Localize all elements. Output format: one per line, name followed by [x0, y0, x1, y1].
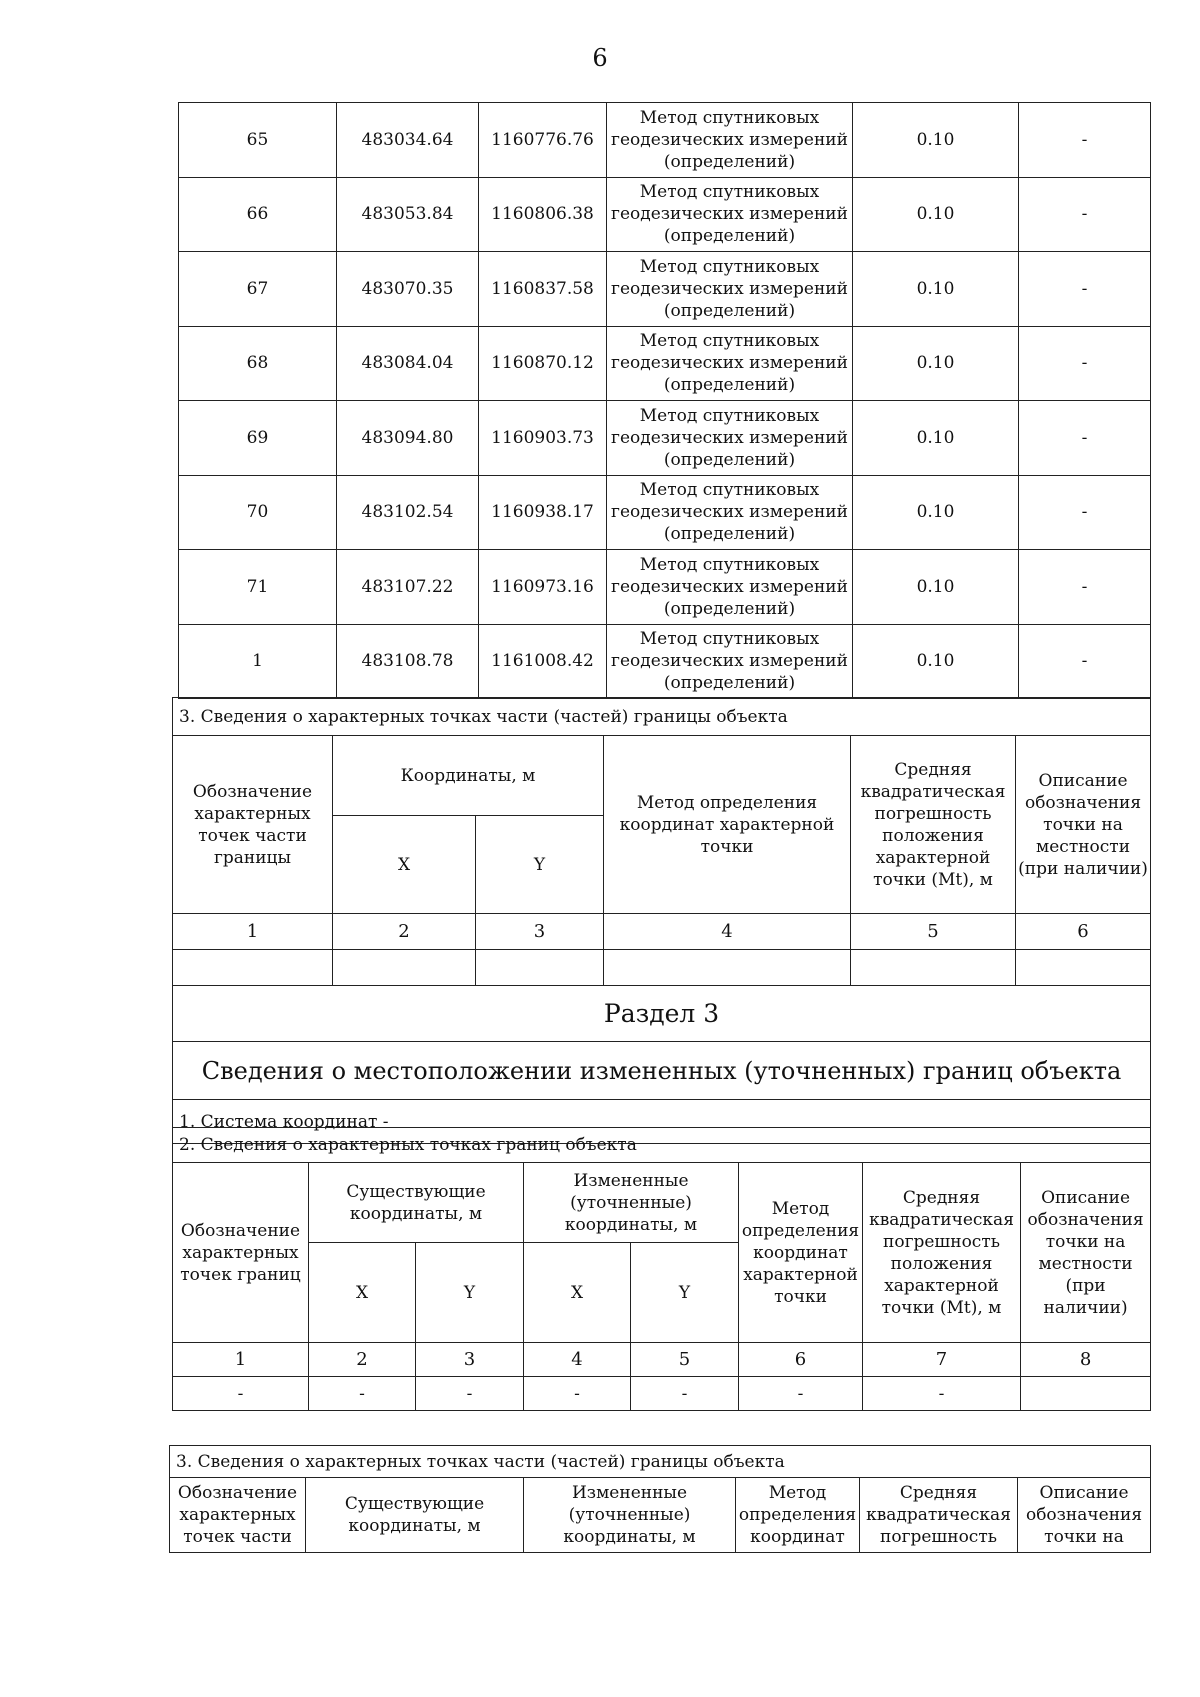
dash-cell: - [631, 1377, 739, 1411]
header-y: Y [416, 1243, 524, 1343]
point-number: 66 [179, 177, 337, 252]
table-row [179, 624, 1151, 699]
coord-x: 483107.22 [337, 550, 479, 625]
point-number: 69 [179, 401, 337, 476]
coord-x: 483070.35 [337, 252, 479, 327]
mt-cell: 0.10 [853, 326, 1019, 401]
desc-cell: - [1019, 252, 1151, 327]
col-number: 4 [604, 914, 851, 950]
col-number: 2 [333, 914, 476, 950]
coord-y: 1160806.38 [479, 177, 607, 252]
point-number: 70 [179, 475, 337, 550]
page-number: 6 [592, 44, 608, 72]
changed-points-table [172, 1127, 1151, 1411]
header-existing: Существующие координаты, м [309, 1163, 524, 1243]
changed-part-points-table [169, 1445, 1151, 1553]
method-cell: Метод спутниковых геодезических измерений (определений) [607, 550, 853, 625]
point-number: 71 [179, 550, 337, 625]
dash-cell: - [173, 1377, 309, 1411]
empty-row [173, 950, 1151, 986]
coord-system: 1. Система координат - [173, 1100, 1151, 1144]
method-cell: Метод спутниковых геодезических измерений (определений) [607, 103, 853, 178]
desc-cell: - [1019, 326, 1151, 401]
col-number: 6 [739, 1343, 863, 1377]
col-number: 4 [524, 1343, 631, 1377]
header-y: Y [631, 1243, 739, 1343]
header-changed: Измененные (уточненные) координаты, м [524, 1478, 736, 1553]
coord-y: 1160870.12 [479, 326, 607, 401]
desc-cell: - [1019, 475, 1151, 550]
col-number: 2 [309, 1343, 416, 1377]
table-row [179, 401, 1151, 476]
header-x: X [333, 816, 476, 914]
desc-cell: - [1019, 550, 1151, 625]
col-number: 1 [173, 1343, 309, 1377]
method-cell: Метод спутниковых геодезических измерений (определений) [607, 401, 853, 476]
table-row [179, 326, 1151, 401]
coord-y: 1160837.58 [479, 252, 607, 327]
section-title: Раздел 3 [173, 986, 1151, 1042]
part-points-table [172, 697, 1151, 1144]
table-row [179, 103, 1151, 178]
header-x: X [309, 1243, 416, 1343]
col-number: 8 [1021, 1343, 1151, 1377]
table-row [179, 475, 1151, 550]
changed-points-caption: 2. Сведения о характерных точках границ объекта [173, 1128, 1151, 1163]
table-row [179, 550, 1151, 625]
col-number: 3 [416, 1343, 524, 1377]
mt-cell: 0.10 [853, 475, 1019, 550]
dash-cell [1021, 1377, 1151, 1411]
header-x: X [524, 1243, 631, 1343]
table-row [179, 252, 1151, 327]
header-designation: Обозначение характерных точек границ [173, 1163, 309, 1343]
dash-cell: - [416, 1377, 524, 1411]
header-desc: Описание обозначения точки на местности (при наличии) [1016, 736, 1151, 914]
col-number: 7 [863, 1343, 1021, 1377]
header-changed: Измененные (уточненные) координаты, м [524, 1163, 739, 1243]
mt-cell: 0.10 [853, 103, 1019, 178]
table-row [179, 177, 1151, 252]
changed-part-points-caption: 3. Сведения о характерных точках части (частей) границы объекта [170, 1446, 1151, 1478]
col-number: 6 [1016, 914, 1151, 950]
method-cell: Метод спутниковых геодезических измерений (определений) [607, 475, 853, 550]
point-number: 68 [179, 326, 337, 401]
coord-x: 483102.54 [337, 475, 479, 550]
point-number: 1 [179, 624, 337, 699]
header-method: Метод определения координат характерной точки [604, 736, 851, 914]
coord-x: 483084.04 [337, 326, 479, 401]
coord-x: 483053.84 [337, 177, 479, 252]
header-mt: Средняя квадратическая погрешность [860, 1478, 1018, 1553]
dash-cell: - [863, 1377, 1021, 1411]
header-y: Y [476, 816, 604, 914]
part-points-caption: 3. Сведения о характерных точках части (частей) границы объекта [173, 698, 1151, 736]
coord-x: 483034.64 [337, 103, 479, 178]
header-coords: Координаты, м [333, 736, 604, 816]
header-designation: Обозначение характерных точек части границы [173, 736, 333, 914]
desc-cell: - [1019, 401, 1151, 476]
section-subtitle: Сведения о местоположении измененных (уточненных) границ объекта [173, 1042, 1151, 1100]
header-existing: Существующие координаты, м [306, 1478, 524, 1553]
dash-row [173, 1377, 1151, 1411]
coord-x: 483094.80 [337, 401, 479, 476]
header-desc: Описание обозначения точки на [1018, 1478, 1151, 1553]
method-cell: Метод спутниковых геодезических измерений (определений) [607, 252, 853, 327]
mt-cell: 0.10 [853, 252, 1019, 327]
col-number: 5 [851, 914, 1016, 950]
mt-cell: 0.10 [853, 624, 1019, 699]
column-numbers-row [173, 914, 1151, 950]
coord-y: 1160776.76 [479, 103, 607, 178]
coord-y: 1160903.73 [479, 401, 607, 476]
coord-y: 1160938.17 [479, 475, 607, 550]
header-method: Метод определения координат [736, 1478, 860, 1553]
col-number: 5 [631, 1343, 739, 1377]
method-cell: Метод спутниковых геодезических измерений (определений) [607, 326, 853, 401]
mt-cell: 0.10 [853, 401, 1019, 476]
point-number: 67 [179, 252, 337, 327]
desc-cell: - [1019, 103, 1151, 178]
dash-cell: - [524, 1377, 631, 1411]
desc-cell: - [1019, 624, 1151, 699]
mt-cell: 0.10 [853, 550, 1019, 625]
column-numbers-row [173, 1343, 1151, 1377]
header-mt: Средняя квадратическая погрешность положения характерной точки (Mt), м [851, 736, 1016, 914]
mt-cell: 0.10 [853, 177, 1019, 252]
point-number: 65 [179, 103, 337, 178]
desc-cell: - [1019, 177, 1151, 252]
method-cell: Метод спутниковых геодезических измерений (определений) [607, 177, 853, 252]
header-method: Метод определения координат характерной точки [739, 1163, 863, 1343]
coord-y: 1161008.42 [479, 624, 607, 699]
col-number: 1 [173, 914, 333, 950]
dash-cell: - [309, 1377, 416, 1411]
coord-x: 483108.78 [337, 624, 479, 699]
header-mt: Средняя квадратическая погрешность положения характерной точки (Mt), м [863, 1163, 1021, 1343]
boundary-points-table [178, 102, 1151, 699]
method-cell: Метод спутниковых геодезических измерений (определений) [607, 624, 853, 699]
header-designation: Обозначение характерных точек части [170, 1478, 306, 1553]
coord-y: 1160973.16 [479, 550, 607, 625]
dash-cell: - [739, 1377, 863, 1411]
header-desc: Описание обозначения точки на местности (при наличии) [1021, 1163, 1151, 1343]
col-number: 3 [476, 914, 604, 950]
